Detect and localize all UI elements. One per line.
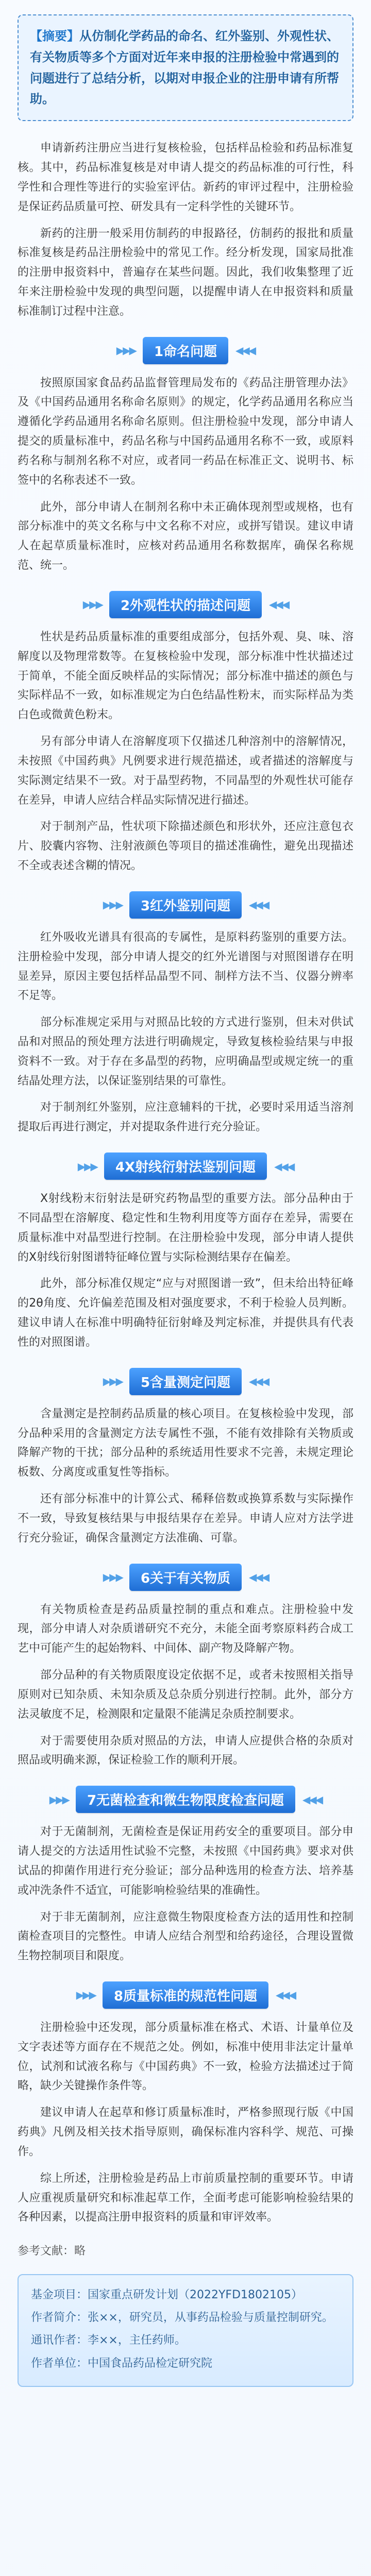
paragraph: 注册检验中还发现，部分质量标准在格式、术语、计量单位及文字表述等方面存在不规范之处。例如，标准中使用非法定计量单位，试剂和试液名称与《中国药典》不一致，检验方法描述过于简略，缺少关键操作条件等。 bbox=[18, 2021, 353, 2093]
section-microbiology bbox=[18, 1786, 353, 1966]
right-arrow-icon: ◀◀◀ bbox=[235, 344, 255, 357]
section-title: 6关于有关物质 bbox=[129, 1564, 242, 1591]
footer-line: 作者简介：张××，研究员，从事药品检验与质量控制研究。 bbox=[31, 2311, 333, 2325]
section-title: 4X射线衍射法鉴别问题 bbox=[104, 1153, 267, 1180]
paragraph: X射线粉末衍射法是研究药物晶型的重要方法。部分品种由于不同晶型在溶解度、稳定性和生物利用度等方面存在差异，需要在质量标准中对晶型进行控制。在注册检验中发现，部分申请人提供的X射线衍射图谱特征峰位置与实际检测结果存在偏差。 bbox=[18, 1192, 353, 1264]
section-ir bbox=[18, 891, 353, 1137]
right-arrow-icon: ◀◀◀ bbox=[276, 1989, 295, 2002]
section-standardization bbox=[18, 1981, 353, 2227]
left-arrow-icon: ▶▶▶ bbox=[103, 899, 122, 911]
paragraph: 对于制剂产品，性状项下除描述颜色和形状外，还应注意包衣片、胶囊内容物、注射液颜色等项目的描述准确性，避免出现描述不全或表述含糊的情况。 bbox=[18, 820, 353, 873]
section-title: 7无菌检查和微生物限度检查问题 bbox=[76, 1786, 295, 1813]
paragraph: 有关物质检查是药品质量控制的重点和难点。注册检验中发现，部分申请人对杂质谱研究不充分，未能全面考察原料药合成工艺中可能产生的起始物料、中间体、副产物及降解产物。 bbox=[18, 1603, 353, 1655]
section-title: 3红外鉴别问题 bbox=[129, 891, 242, 919]
right-arrow-icon: ◀◀◀ bbox=[249, 899, 268, 911]
paragraph: 红外吸收光谱具有很高的专属性，是原料药鉴别的重要方法。注册检验中发现，部分申请人提交的红外光谱图与对照图谱存在明显差异，原因主要包括样品晶型不同、制样方法不当、仪器分辨率不足等。 bbox=[18, 930, 353, 1003]
right-arrow-icon: ◀◀◀ bbox=[269, 598, 289, 611]
section-header bbox=[18, 1564, 353, 1591]
section-title: 5含量测定问题 bbox=[129, 1368, 242, 1395]
right-arrow-icon: ◀◀◀ bbox=[249, 1375, 268, 1388]
right-arrow-icon: ◀◀◀ bbox=[302, 1793, 322, 1806]
paragraph: 对于需要使用杂质对照品的方法，申请人应提供合格的杂质对照品或明确来源，保证检验工作的顺利开展。 bbox=[18, 1734, 353, 1767]
section-assay bbox=[18, 1368, 353, 1548]
left-arrow-icon: ▶▶▶ bbox=[82, 598, 102, 611]
paragraph: 新药的注册一般采用仿制药的申报路径，仿制药的报批和质量标准复核是药品注册检验中的常见工作。经分析发现，国家局批准的注册申报资料中，普遍存在某些问题。因此，我们收集整理了近年来注册检验中发现的典型问题，以提醒申请人在申报资料和质量标准制订过程中注意。 bbox=[18, 227, 353, 318]
paragraph: 对于制剂红外鉴别，应注意辅料的干扰，必要时采用适当溶剂提取后再进行测定，并对提取条件进行充分验证。 bbox=[18, 1101, 353, 1134]
section-naming bbox=[18, 337, 353, 575]
right-arrow-icon: ◀◀◀ bbox=[274, 1160, 294, 1173]
paragraph: 部分标准规定采用与对照品比较的方式进行鉴别，但未对供试品和对照品的预处理方法进行明确规定，导致复核检验结果与申报资料不一致。对于存在多晶型的药物，应明确晶型或规定统一的重结晶处理方法，以保证鉴别结果的可靠性。 bbox=[18, 1016, 353, 1088]
section-header bbox=[18, 1981, 353, 2009]
left-arrow-icon: ▶▶▶ bbox=[49, 1793, 69, 1806]
paragraph: 性状是药品质量标准的重要组成部分，包括外观、臭、味、溶解度以及物理常数等。在复核检验中发现，部分标准中性状描述过于简单，不能全面反映样品的实际情况；部分标准中描述的颜色与实际样品不一致，如标准规定为白色结晶性粉末，而实际样品为类白色或微黄色粉末。 bbox=[18, 630, 353, 722]
left-arrow-icon: ▶▶▶ bbox=[116, 344, 136, 357]
left-arrow-icon: ▶▶▶ bbox=[103, 1571, 122, 1584]
section-header bbox=[18, 1368, 353, 1395]
author-info-box bbox=[18, 2274, 353, 2386]
footer-line: 作者单位：中国食品药品检定研究院 bbox=[31, 2357, 213, 2370]
paragraph: 含量测定是控制药品质量的核心项目。在复核检验中发现，部分品种采用的含量测定方法专属性不强，不能有效排除有关物质或降解产物的干扰；部分品种的系统适用性要求不完善，未规定理论板数、分离度或重复性等指标。 bbox=[18, 1407, 353, 1479]
paragraph: 按照原国家食品药品监督管理局发布的《药品注册管理办法》及《中国药品通用名称命名原则》的规定，化学药品通用名称应当遵循化学药品通用名称命名原则。但注册检验中发现，部分申请人提交的质量标准中，药品名称与中国药品通用名称不一致，或原料药名称与制剂名称不对应，或者同一药品在标准正文、说明书、标签中的名称表述不一致。 bbox=[18, 376, 353, 487]
left-arrow-icon: ▶▶▶ bbox=[77, 1160, 97, 1173]
section-title: 2外观性状的描述问题 bbox=[109, 591, 262, 618]
section-appearance bbox=[18, 591, 353, 876]
footer-line: 基金项目：国家重点研发计划（2022YFD1802105） bbox=[31, 2289, 303, 2302]
paragraph: 申请新药注册应当进行复核检验，包括样品检验和药品标准复核。其中，药品标准复核是对申请人提交的药品标准的可行性，科学性和合理性等进行的实验室评估。新药的审评过程中，注册检验是保证药品质量可控、研发具有一定科学性的关键环节。 bbox=[18, 142, 353, 213]
paragraph: 部分品种的有关物质限度设定依据不足，或者未按照相关指导原则对已知杂质、未知杂质及总杂质分别进行控制。此外，部分方法灵敏度不足，检测限和定量限不能满足杂质控制要求。 bbox=[18, 1669, 353, 1721]
left-arrow-icon: ▶▶▶ bbox=[103, 1375, 122, 1388]
right-arrow-icon: ◀◀◀ bbox=[249, 1571, 268, 1584]
paragraph: 此外，部分申请人在制剂名称中未正确体现剂型或规格，也有部分标准中的英文名称与中文名称不对应，或拼写错误。建议申请人在起草质量标准时，应核对药品通用名称数据库，确保名称规范、统一。 bbox=[18, 500, 353, 572]
intro-section bbox=[18, 139, 353, 321]
left-arrow-icon: ▶▶▶ bbox=[76, 1989, 95, 2002]
section-header bbox=[18, 891, 353, 919]
paragraph: 另有部分申请人在溶解度项下仅描述几种溶剂中的溶解情况，未按照《中国药典》凡例要求进行规范描述，或者描述的溶解度与实际测定结果不一致。对于晶型药物，不同晶型的外观性状可能存在差异，申请人应结合样品实际情况进行描述。 bbox=[18, 735, 353, 807]
reference-note: 参考文献：略 bbox=[18, 2245, 86, 2258]
section-header bbox=[18, 591, 353, 618]
footer-line: 通讯作者：李××，主任药师。 bbox=[31, 2334, 186, 2347]
paragraph: 对于非无菌制剂，应注意微生物限度检查方法的适用性和控制菌检查项目的完整性。申请人应结合剂型和给药途径，合理设置微生物控制项目和限度。 bbox=[18, 1910, 353, 1963]
section-xrd bbox=[18, 1153, 353, 1352]
section-impurities bbox=[18, 1564, 353, 1771]
section-header bbox=[18, 1786, 353, 1813]
paragraph: 对于无菌制剂，无菌检查是保证用药安全的重要项目。部分申请人提交的方法适用性试验不完整，未按照《中国药典》要求对供试品的抑菌作用进行充分验证；部分品种选用的检查方法、培养基或冲洗条件不适宜，可能影响检验结果的准确性。 bbox=[18, 1825, 353, 1897]
paragraph: 还有部分标准中的计算公式、稀释倍数或换算系数与实际操作不一致，导致复核结果与申报结果存在差异。申请人应对方法学进行充分验证，确保含量测定方法准确、可靠。 bbox=[18, 1493, 353, 1545]
section-header bbox=[18, 337, 353, 364]
section-title: 1命名问题 bbox=[143, 337, 228, 364]
section-header bbox=[18, 1153, 353, 1180]
paragraph: 建议申请人在起草和修订质量标准时，严格参照现行版《中国药典》凡例及相关技术指导原则，确保标准内容科学、规范、可操作。 bbox=[18, 2106, 353, 2158]
abstract-text: 从仿制化学药品的命名、红外鉴别、外观性状、有关物质等多个方面对近年来申报的注册检验中常遇到的问题进行了总结分析，以期对申报企业的注册申请有所帮助。 bbox=[30, 29, 339, 107]
paragraph: 此外，部分标准仅规定“应与对照图谱一致”，但未给出特征峰的2θ角度、允许偏差范围及相对强度要求，不利于检验人员判断。建议申请人在标准中明确特征衍射峰及判定标准，并提供具有代表性的对照图谱。 bbox=[18, 1277, 354, 1349]
abstract-box bbox=[18, 14, 353, 121]
abstract-paragraph bbox=[30, 26, 341, 110]
section-title: 8质量标准的规范性问题 bbox=[103, 1981, 268, 2009]
paragraph: 综上所述，注册检验是药品上市前质量控制的重要环节。申请人应重视质量研究和标准起草工作，全面考虑可能影响检验结果的各种因素，以提高注册申报资料的质量和审评效率。 bbox=[18, 2172, 353, 2224]
abstract-label: 【摘要】 bbox=[30, 29, 79, 43]
